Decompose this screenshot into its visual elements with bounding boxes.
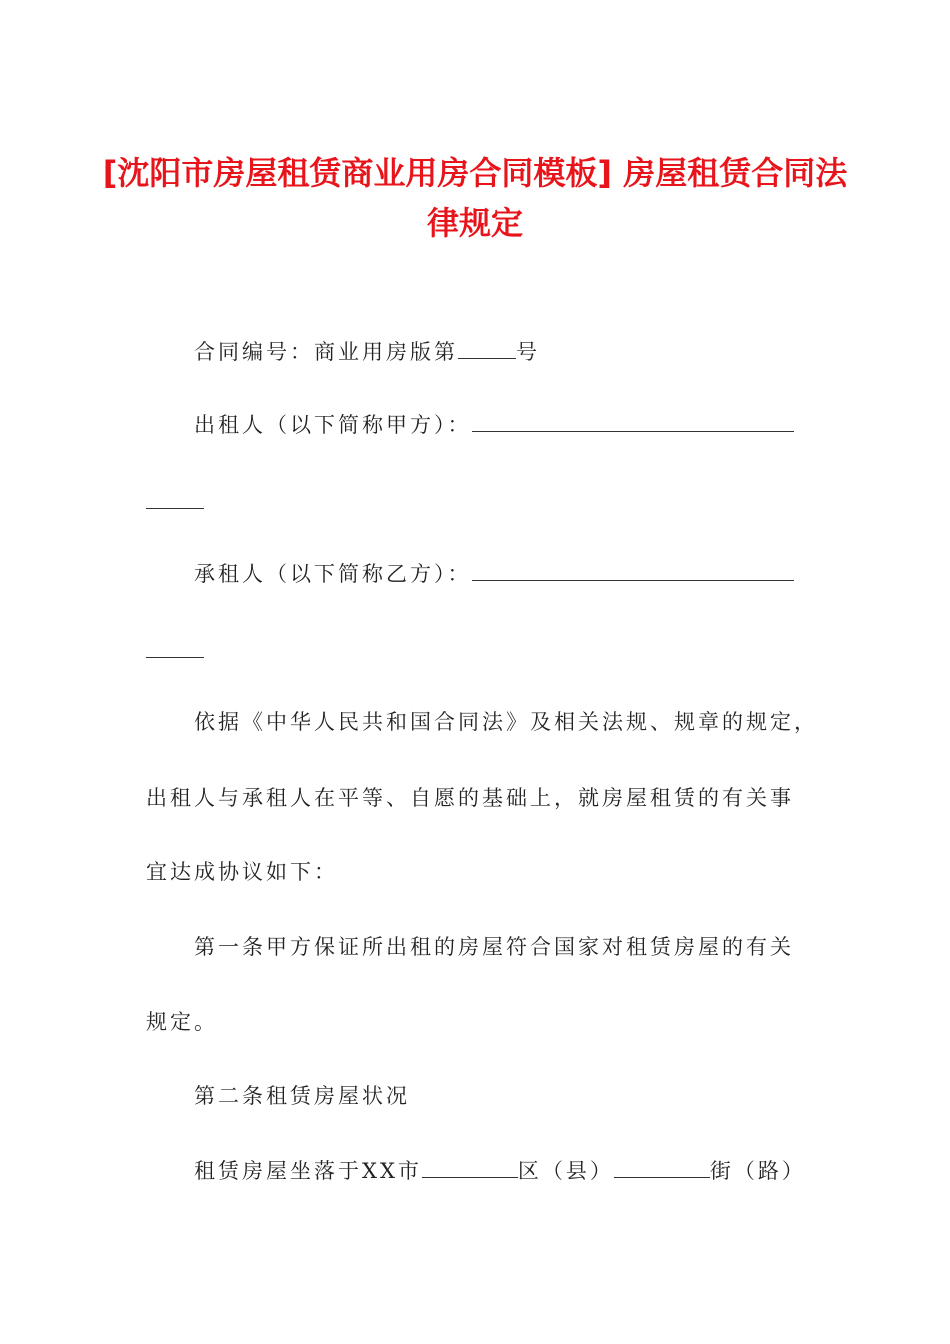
street-label: 街（路） — [709, 1159, 806, 1183]
paragraph-line: 出租人与承租人在平等、自愿的基础上，就房屋租赁的有关事 — [146, 786, 794, 810]
paragraph-line: 依据《中华人民共和国合同法》及相关法规、规章的规定， — [194, 710, 818, 734]
street-blank[interactable] — [614, 1155, 710, 1178]
article-1-line: 规定。 — [146, 1010, 218, 1034]
article-2-heading: 第二条租赁房屋状况 — [194, 1084, 410, 1108]
lessor-blank-continued[interactable] — [146, 508, 204, 509]
paragraph-line: 宜达成协议如下： — [146, 860, 338, 884]
lessee-blank-continued[interactable] — [146, 657, 204, 658]
district-label: 区（县） — [517, 1159, 614, 1183]
lessee-label: 承租人（以下简称乙方）： — [194, 562, 472, 586]
article-1-line: 第一条甲方保证所出租的房屋符合国家对租赁房屋的有关 — [194, 935, 794, 959]
contract-number-blank[interactable] — [458, 336, 516, 359]
lessor-line — [194, 409, 794, 440]
lessor-blank[interactable] — [472, 409, 794, 432]
contract-number-line — [194, 336, 540, 367]
lessee-blank[interactable] — [472, 558, 794, 581]
lessee-line — [194, 558, 794, 589]
lessor-label: 出租人（以下简称甲方）： — [194, 413, 472, 437]
contract-number-label: 合同编号：商业用房版第 — [194, 340, 458, 364]
document-title: [沈阳市房屋租赁商业用房合同模板] 房屋租赁合同法律规定 — [102, 154, 848, 242]
district-blank[interactable] — [422, 1155, 518, 1178]
location-line — [194, 1155, 806, 1186]
contract-number-suffix: 号 — [516, 340, 540, 364]
location-prefix: 租赁房屋坐落于XX市 — [194, 1159, 422, 1183]
